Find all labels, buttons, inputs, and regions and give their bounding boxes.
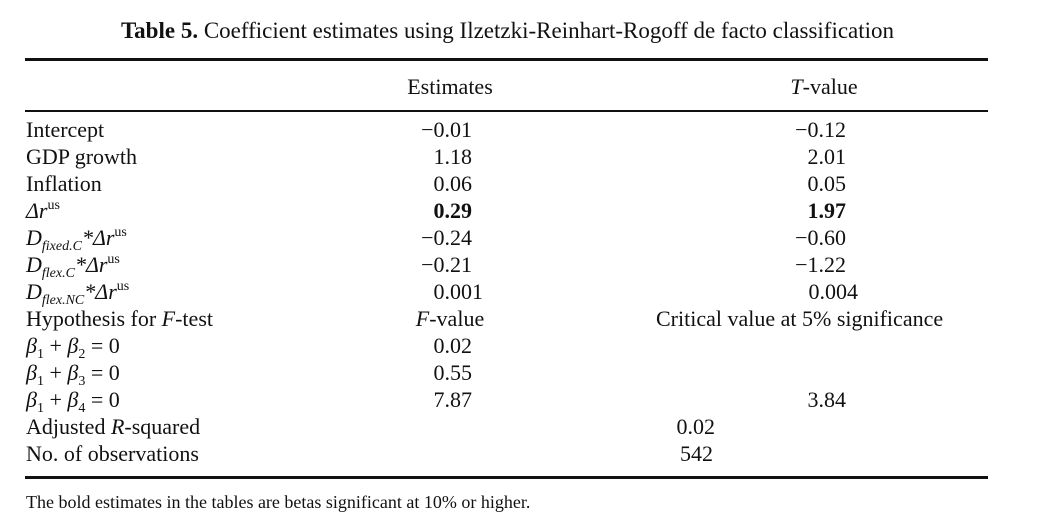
- table-row-delta-r-us: [0, 197, 1052, 224]
- row-estimate: −0.01: [421, 117, 472, 142]
- observations-label: No. of observations: [26, 441, 199, 466]
- table-caption: [0, 16, 1015, 46]
- ftest-header-row: [0, 305, 1052, 332]
- table-footnote: The bold estimates in the tables are betas significant at 10% or higher.: [26, 492, 531, 512]
- ftest-fvalue: 7.87: [433, 387, 472, 412]
- ftest-hypothesis: $\beta_1 + \beta_2 = 0$: [26, 333, 120, 362]
- row-label: Intercept: [26, 117, 105, 142]
- header-estimates: Estimates: [407, 74, 493, 99]
- table-row-inflation: [0, 170, 1052, 197]
- row-label: Inflation: [26, 171, 102, 196]
- ftest-fvalue: 0.02: [433, 333, 472, 358]
- table-row-gdp-growth: [0, 143, 1052, 170]
- row-estimate: −0.21: [421, 252, 472, 277]
- row-estimate: 0.001: [433, 279, 483, 304]
- row-estimate: 0.06: [433, 171, 472, 196]
- top-rule: [25, 58, 988, 61]
- row-t-value: 0.05: [807, 171, 846, 196]
- adjusted-r-squared-label: Adjusted R-squared: [26, 414, 201, 439]
- adjusted-r-squared-row: [0, 413, 1052, 440]
- header-t-value: T-value: [790, 74, 858, 99]
- ftest-critical: 3.84: [807, 387, 846, 412]
- table-title: Coefficient estimates using Ilzetzki-Reinhart-Rogoff de facto classification: [203, 18, 895, 43]
- row-label: $\Delta r^{us}$: [26, 198, 60, 223]
- row-estimate: −0.24: [421, 225, 472, 250]
- observations-value: 542: [680, 441, 713, 466]
- ftest-row: [0, 386, 1052, 416]
- table-row-intercept: [0, 116, 1052, 143]
- ftest-hypothesis: $\beta_1 + \beta_3 = 0$: [26, 360, 120, 389]
- ftest-hypothesis-header: Hypothesis for F-test: [26, 306, 213, 331]
- observations-row: [0, 440, 1052, 467]
- row-t-value: −0.60: [795, 225, 846, 250]
- row-t-value: 2.01: [807, 144, 846, 169]
- ftest-critical-header: Critical value at 5% significance: [656, 306, 944, 331]
- table-number: Table 5.: [120, 18, 199, 43]
- row-estimate: 0.29: [433, 198, 472, 223]
- row-label: $D_{flex.C}*\Delta r^{us}$: [26, 252, 120, 281]
- ftest-row: [0, 332, 1052, 362]
- row-t-value: −1.22: [795, 252, 846, 277]
- bottom-rule: [25, 476, 988, 479]
- row-label: GDP growth: [26, 144, 138, 169]
- table-row-d-flex-c: [0, 251, 1052, 281]
- row-label: $D_{flex.NC}*\Delta r^{us}$: [26, 279, 130, 308]
- row-t-value: 1.97: [807, 198, 846, 223]
- adjusted-r-squared-value: 0.02: [676, 414, 715, 439]
- row-t-value: 0.004: [808, 279, 858, 304]
- ftest-row: [0, 359, 1052, 389]
- table-row-d-flex-nc: [0, 278, 1052, 308]
- row-estimate: 1.18: [433, 144, 472, 169]
- header-rule: [25, 110, 988, 112]
- ftest-fvalue-header: F-value: [415, 306, 485, 331]
- table-row-d-fixed-c: [0, 224, 1052, 254]
- ftest-hypothesis: $\beta_1 + \beta_4 = 0$: [26, 387, 120, 416]
- row-label: $D_{fixed.C}*\Delta r^{us}$: [26, 225, 127, 254]
- ftest-fvalue: 0.55: [433, 360, 472, 385]
- row-t-value: −0.12: [795, 117, 846, 142]
